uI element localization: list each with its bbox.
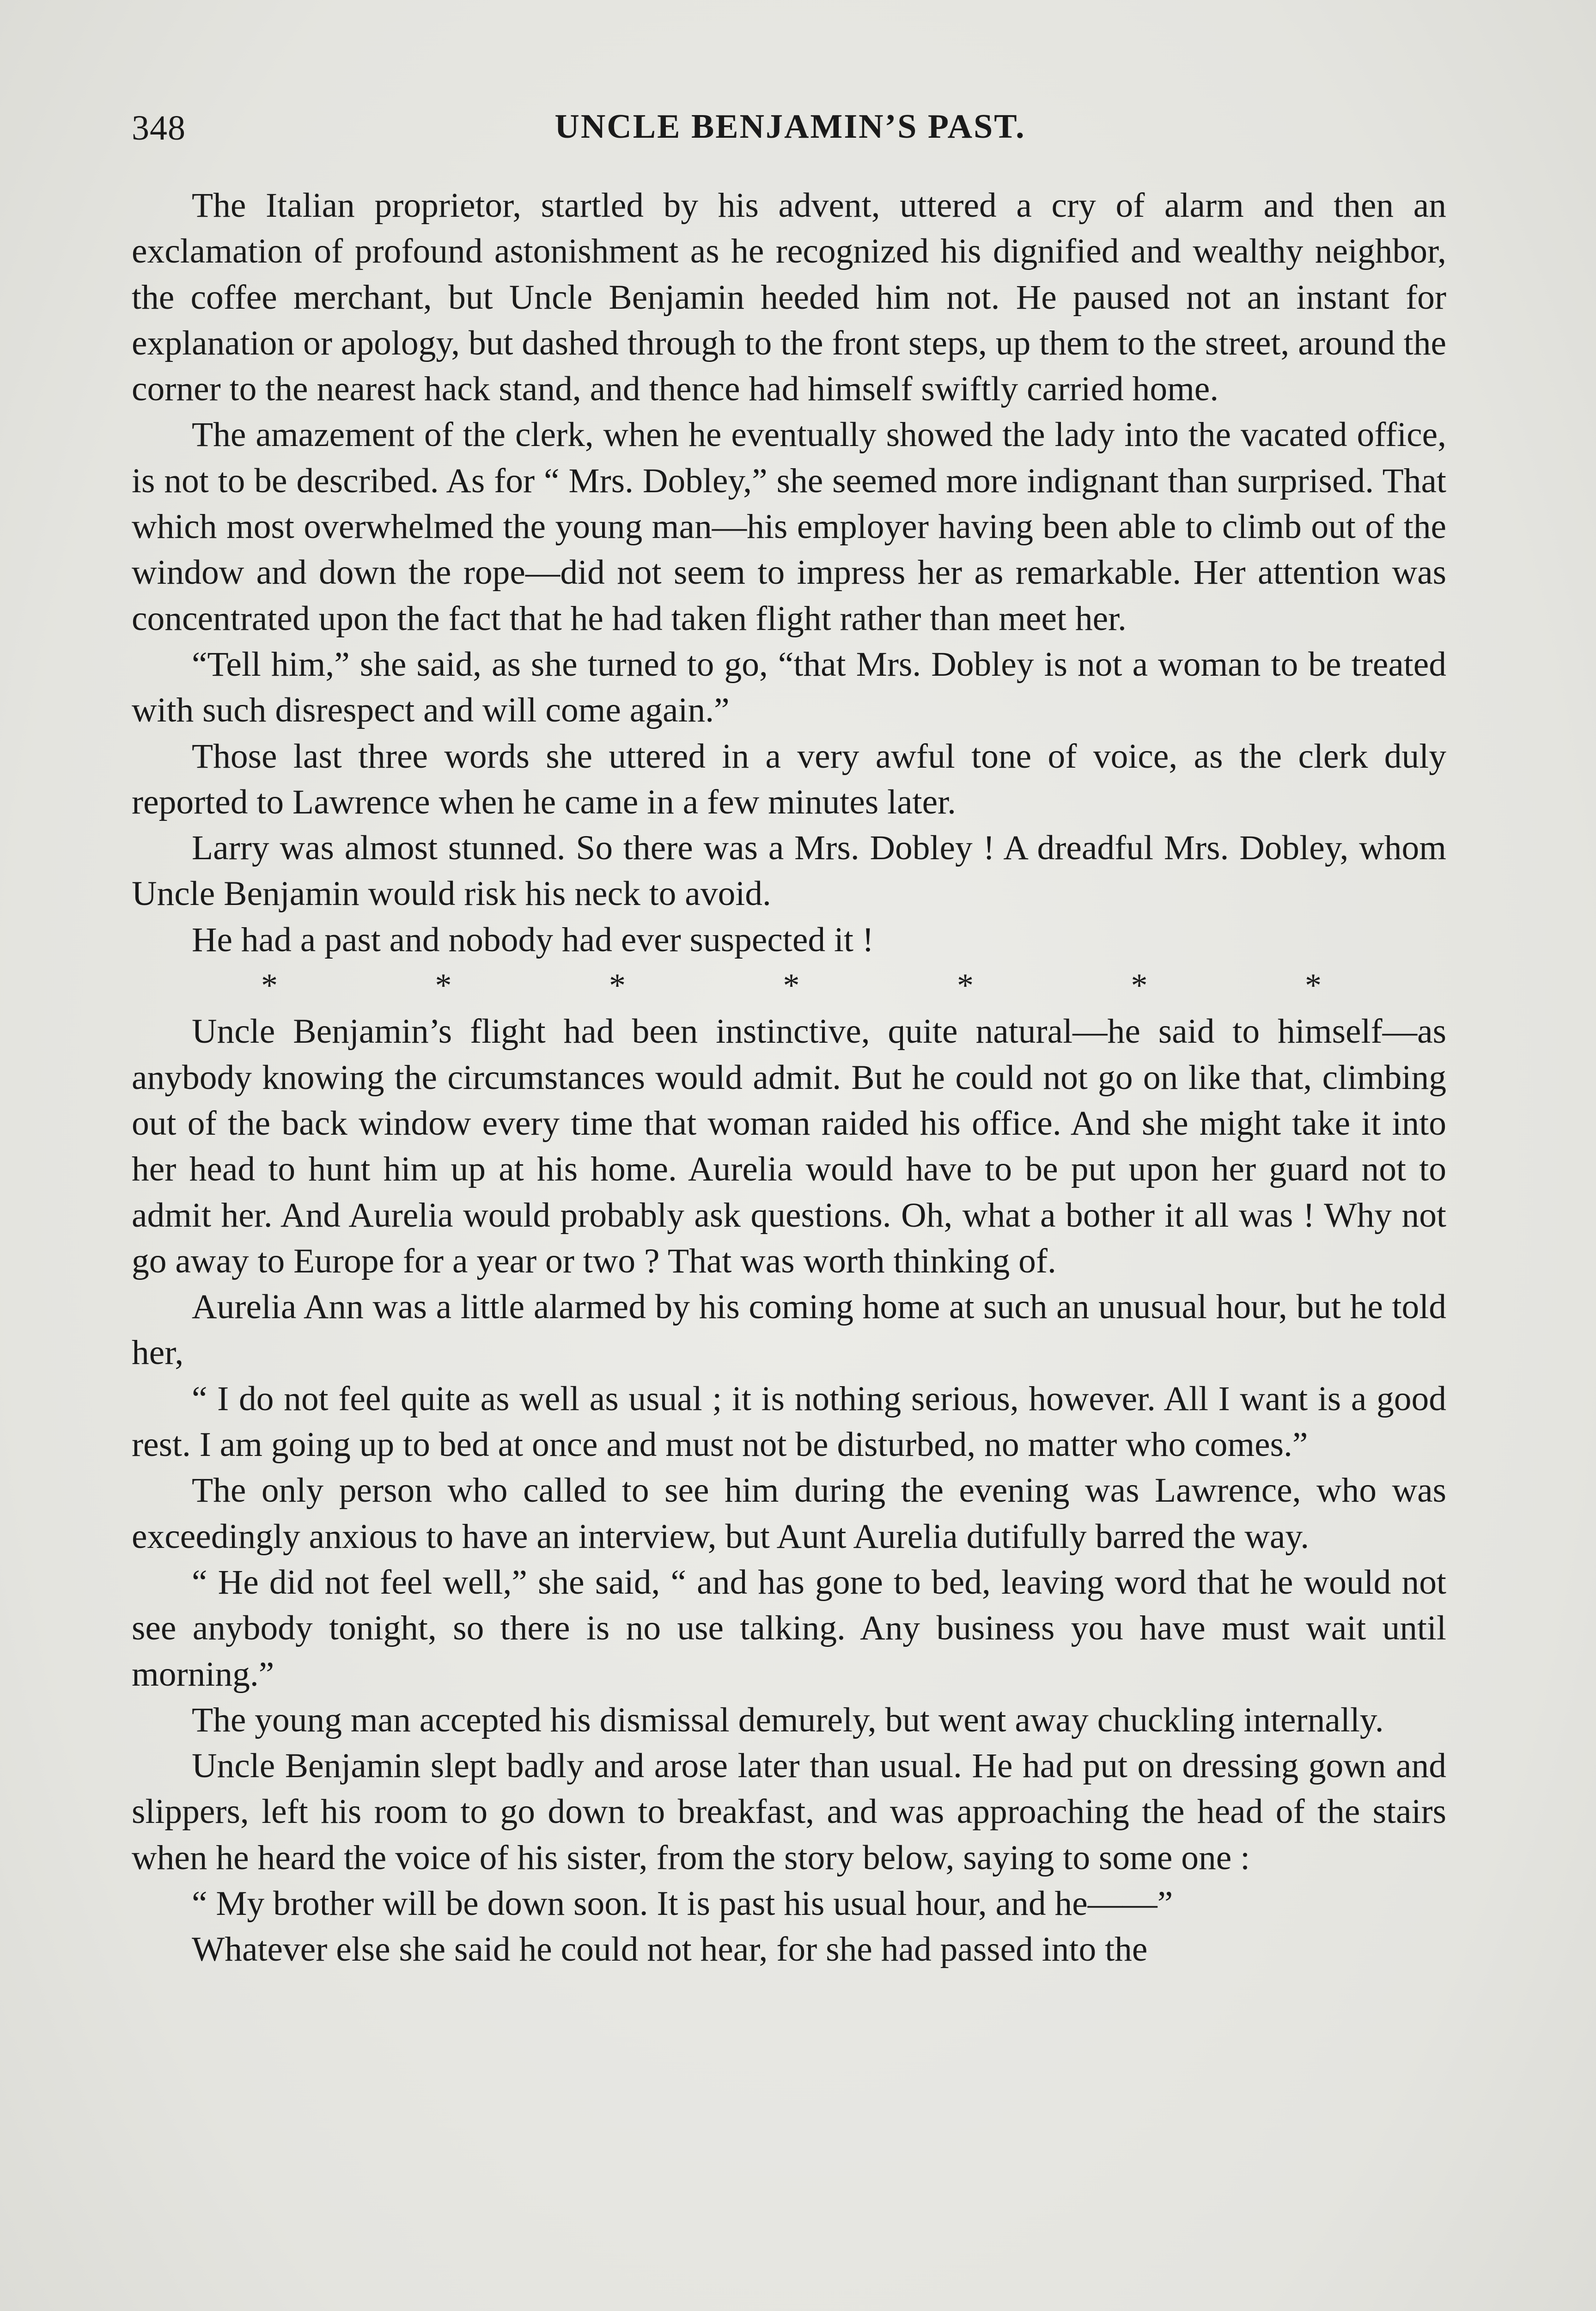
paragraph: The amazement of the clerk, when he eventually showed the lady into the vacated office, is not to be described. As for “ Mrs. Dobley,” she seemed more indignant than surprised. That which most overwhelmed the young man—his employer having been able to climb out of the window and down the rope—did not seem to impress her as remarkable. Her attention was concentrated upon the fact that he had taken flight rather than meet her. bbox=[132, 416, 1446, 638]
section-break-star: * bbox=[609, 967, 626, 1004]
section-break-star: * bbox=[783, 967, 800, 1004]
page-number: 348 bbox=[132, 109, 186, 147]
paragraph: Aurelia Ann was a little alarmed by his coming home at such an unusual hour, but he told her, bbox=[132, 1288, 1446, 1372]
section-break-star: * bbox=[957, 967, 974, 1004]
section-break-star: * bbox=[435, 967, 452, 1004]
page-header bbox=[132, 103, 1449, 153]
paragraph: He had a past and nobody had ever suspected it ! bbox=[192, 920, 874, 959]
body-text bbox=[132, 183, 1446, 1973]
section-break-star: * bbox=[261, 967, 278, 1004]
paragraph: “ My brother will be down soon. It is past his usual hour, and he——” bbox=[192, 1884, 1173, 1923]
section-break-star: * bbox=[1131, 967, 1148, 1004]
paragraph: Uncle Benjamin’s flight had been instinctive, quite natural—he said to himself—as anybody knowing the circumstances would admit. But he could not go on like that, climbing out of the back window every time that woman raided his office. And she might take it into her head to hunt him up at his home. Aurelia would have to be put upon her guard not to admit her. And Aurelia would probably ask questions. Oh, what a bother it all was ! Why not go away to Europe for a year or two ? That was worth thinking of. bbox=[132, 1012, 1446, 1280]
paragraph: “ He did not feel well,” she said, “ and has gone to bed, leaving word that he would not see anybody tonight, so there is no use talking. Any business you have must wait until morning.” bbox=[132, 1563, 1446, 1694]
section-break-star: * bbox=[1305, 967, 1322, 1004]
paragraph: Uncle Benjamin slept badly and arose later than usual. He had put on dressing gown and slippers, left his room to go down to breakfast, and was approaching the head of the stairs when he heard the voice of his sister, from the story below, saying to some one : bbox=[132, 1747, 1446, 1877]
paragraph: Whatever else she said he could not hear, for she had passed into the bbox=[192, 1930, 1148, 1969]
paragraph: “Tell him,” she said, as she turned to go, “that Mrs. Dobley is not a woman to be treated with such disrespect and will come again.” bbox=[132, 645, 1446, 730]
paragraph: “ I do not feel quite as well as usual ; it is nothing serious, however. All I want is a good rest. I am going up to bed at once and must not be disturbed, no matter who comes.” bbox=[132, 1379, 1446, 1464]
paragraph: The young man accepted his dismissal demurely, but went away chuckling internally. bbox=[192, 1700, 1384, 1739]
section-break bbox=[132, 963, 1446, 1009]
running-head: UNCLE BENJAMIN’S PAST. bbox=[554, 108, 1026, 146]
paragraph: The only person who called to see him during the evening was Lawrence, who was exceedingly anxious to have an interview, but Aunt Aurelia dutifully barred the way. bbox=[132, 1471, 1446, 1556]
paragraph: The Italian proprietor, startled by his advent, uttered a cry of alarm and then an exclamation of profound astonishment as he recognized his dignified and wealthy neighbor, the coffee merchant, but Uncle Benjamin heeded him not. He paused not an instant for explanation or apology, but dashed through to the front steps, up them to the street, around the corner to the nearest hack stand, and thence had himself swiftly carried home. bbox=[132, 186, 1446, 409]
paragraph: Those last three words she uttered in a very awful tone of voice, as the clerk duly reported to Lawrence when he came in a few minutes later. bbox=[132, 737, 1446, 821]
paragraph: Larry was almost stunned. So there was a Mrs. Dobley ! A dreadful Mrs. Dobley, whom Uncle Benjamin would risk his neck to avoid. bbox=[132, 829, 1446, 913]
